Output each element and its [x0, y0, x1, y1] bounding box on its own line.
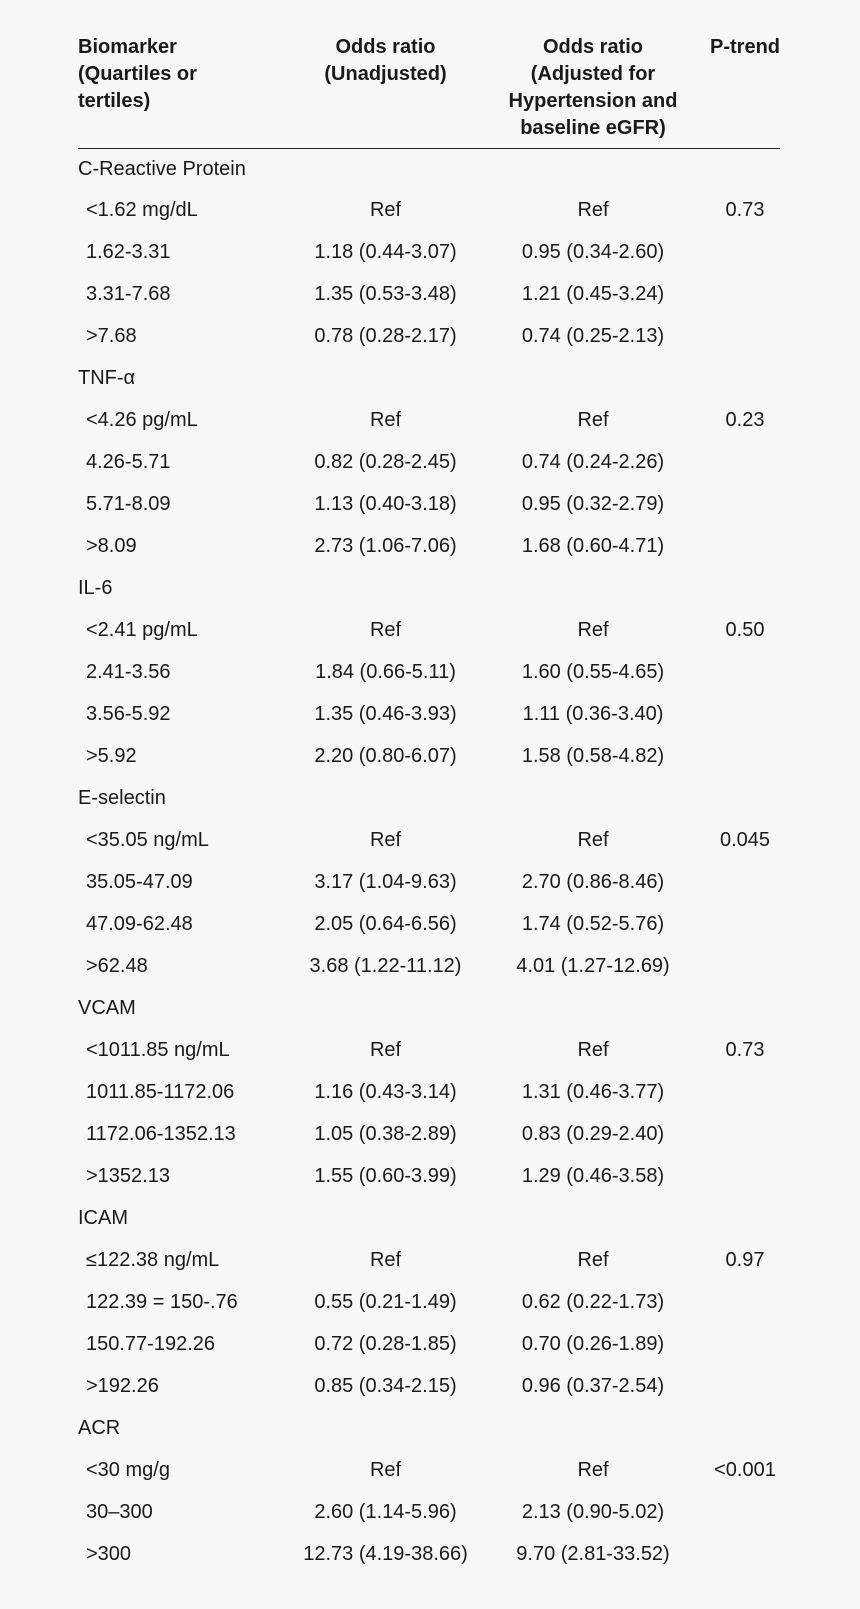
- cell-or-adjusted: Ref: [577, 828, 609, 851]
- cell-or-adjusted: 0.95 (0.32-2.79): [521, 492, 665, 515]
- cell-or-adjusted: 1.31 (0.46-3.77): [521, 1080, 665, 1103]
- cell-range: 4.26-5.71: [86, 450, 171, 473]
- cell-p-trend: 0.50: [725, 618, 765, 641]
- group-name: VCAM: [78, 996, 136, 1019]
- table-row: [78, 273, 780, 315]
- odds-ratio-table: [78, 34, 780, 1575]
- cell-range: >192.26: [86, 1374, 159, 1397]
- table-row: [78, 399, 780, 441]
- cell-range: >300: [86, 1542, 132, 1565]
- cell-or-adjusted: 2.13 (0.90-5.02): [521, 1500, 665, 1523]
- cell-p-trend: [698, 273, 780, 315]
- group-row: [78, 1197, 780, 1239]
- group-row: [78, 777, 780, 819]
- cell-or-unadjusted: 1.13 (0.40-3.18): [314, 492, 457, 515]
- cell-or-adjusted: Ref: [577, 618, 609, 641]
- cell-or-adjusted: 1.60 (0.55-4.65): [521, 660, 665, 683]
- cell-p-trend: [698, 525, 780, 567]
- header-p-trend-line: P-trend: [710, 36, 780, 58]
- table-row: [78, 189, 780, 231]
- cell-or-adjusted: 4.01 (1.27-12.69): [516, 954, 670, 977]
- cell-or-unadjusted: 1.35 (0.46-3.93): [314, 702, 457, 725]
- group-name: C-Reactive Protein: [78, 157, 246, 180]
- table-row: [78, 1323, 780, 1365]
- group-name: ICAM: [78, 1206, 128, 1229]
- cell-or-unadjusted: 1.18 (0.44-3.07): [314, 240, 457, 263]
- cell-or-unadjusted: 1.05 (0.38-2.89): [314, 1122, 457, 1145]
- table-row: [78, 441, 780, 483]
- cell-range: >8.09: [86, 534, 137, 557]
- cell-p-trend: [698, 483, 780, 525]
- header-or-adjusted: [488, 34, 698, 149]
- cell-or-unadjusted: 2.73 (1.06-7.06): [314, 534, 457, 557]
- cell-p-trend: 0.73: [725, 198, 765, 221]
- table-row: [78, 1029, 780, 1071]
- cell-or-unadjusted: Ref: [369, 1458, 402, 1481]
- cell-or-unadjusted: 1.16 (0.43-3.14): [314, 1080, 457, 1103]
- cell-p-trend: 0.045: [719, 828, 771, 851]
- cell-p-trend: [698, 1365, 780, 1407]
- cell-p-trend: [698, 1323, 780, 1365]
- cell-p-trend: [698, 945, 780, 987]
- cell-or-unadjusted: Ref: [369, 408, 402, 431]
- table-row: [78, 1155, 780, 1197]
- cell-range: 1.62-3.31: [86, 240, 171, 263]
- table-row: [78, 1281, 780, 1323]
- group-name: TNF-α: [78, 366, 136, 389]
- cell-p-trend: [698, 861, 780, 903]
- cell-p-trend: <0.001: [714, 1458, 776, 1481]
- group-row: [78, 567, 780, 609]
- group-row: [78, 357, 780, 399]
- cell-or-unadjusted: Ref: [369, 198, 402, 221]
- cell-range: 35.05-47.09: [86, 870, 193, 893]
- cell-p-trend: [698, 693, 780, 735]
- cell-range: >62.48: [86, 954, 148, 977]
- cell-range: >1352.13: [86, 1164, 170, 1187]
- cell-or-adjusted: Ref: [577, 198, 609, 221]
- header-or-adjusted-line: (Adjusted for: [530, 63, 656, 85]
- cell-or-adjusted: 1.68 (0.60-4.71): [521, 534, 665, 557]
- cell-or-adjusted: 0.62 (0.22-1.73): [521, 1290, 665, 1313]
- cell-p-trend: [698, 1155, 780, 1197]
- header-biomarker-line: (Quartiles or: [78, 63, 197, 85]
- cell-or-unadjusted: 3.17 (1.04-9.63): [314, 870, 457, 893]
- cell-range: 3.56-5.92: [86, 702, 171, 725]
- group-row: [78, 1407, 780, 1449]
- cell-p-trend: [698, 651, 780, 693]
- cell-or-adjusted: Ref: [577, 1248, 609, 1271]
- cell-or-unadjusted: Ref: [369, 1248, 402, 1271]
- cell-or-unadjusted: 0.82 (0.28-2.45): [314, 450, 457, 473]
- cell-p-trend: [698, 231, 780, 273]
- table-row: [78, 903, 780, 945]
- header-or-unadjusted: [283, 34, 488, 149]
- header-or-unadjusted-line: Odds ratio: [335, 36, 436, 58]
- header-or-adjusted-line: Odds ratio: [542, 36, 643, 58]
- table-row: [78, 651, 780, 693]
- cell-or-adjusted: Ref: [577, 1458, 609, 1481]
- cell-or-adjusted: 1.11 (0.36-3.40): [522, 702, 664, 725]
- cell-range: <2.41 pg/mL: [86, 618, 198, 641]
- cell-or-unadjusted: 2.60 (1.14-5.96): [314, 1500, 457, 1523]
- table-row: [78, 1071, 780, 1113]
- cell-or-adjusted: 0.74 (0.25-2.13): [521, 324, 665, 347]
- cell-range: 30–300: [86, 1500, 153, 1523]
- cell-or-adjusted: Ref: [577, 408, 609, 431]
- cell-range: 150.77-192.26: [86, 1332, 216, 1355]
- cell-or-adjusted: 1.21 (0.45-3.24): [521, 282, 665, 305]
- cell-range: 1172.06-1352.13: [86, 1122, 236, 1145]
- cell-or-adjusted: 0.70 (0.26-1.89): [521, 1332, 665, 1355]
- table-row: [78, 483, 780, 525]
- cell-p-trend: [698, 1071, 780, 1113]
- header-biomarker-line: tertiles): [78, 90, 151, 112]
- table-row: [78, 861, 780, 903]
- cell-p-trend: [698, 735, 780, 777]
- group-name: IL-6: [78, 576, 113, 599]
- cell-range: >7.68: [86, 324, 137, 347]
- cell-or-adjusted: 2.70 (0.86-8.46): [521, 870, 665, 893]
- cell-or-adjusted: 1.74 (0.52-5.76): [521, 912, 665, 935]
- table-row: [78, 315, 780, 357]
- cell-or-unadjusted: Ref: [369, 828, 402, 851]
- cell-range: <30 mg/g: [86, 1458, 170, 1481]
- cell-p-trend: 0.97: [725, 1248, 765, 1271]
- cell-range: 122.39 = 150-.76: [86, 1290, 238, 1313]
- cell-or-unadjusted: 2.05 (0.64-6.56): [314, 912, 457, 935]
- header-biomarker: [78, 34, 283, 149]
- cell-p-trend: [698, 441, 780, 483]
- group-name: E-selectin: [78, 786, 166, 809]
- cell-or-unadjusted: 0.72 (0.28-1.85): [314, 1332, 457, 1355]
- cell-range: 1011.85-1172.06: [86, 1080, 235, 1103]
- cell-or-unadjusted: 3.68 (1.22-11.12): [309, 954, 462, 977]
- cell-p-trend: [698, 1281, 780, 1323]
- cell-or-unadjusted: 1.84 (0.66-5.11): [315, 660, 456, 683]
- table-row: [78, 525, 780, 567]
- table-row: [78, 1365, 780, 1407]
- cell-p-trend: 0.73: [725, 1038, 765, 1061]
- table-header-row: [78, 34, 780, 149]
- cell-range: <1011.85 ng/mL: [86, 1038, 230, 1061]
- table-row: [78, 945, 780, 987]
- group-name: ACR: [78, 1416, 121, 1439]
- cell-or-adjusted: 0.95 (0.34-2.60): [521, 240, 665, 263]
- cell-or-unadjusted: 1.35 (0.53-3.48): [314, 282, 457, 305]
- cell-range: >5.92: [86, 744, 137, 767]
- cell-or-adjusted: 1.58 (0.58-4.82): [521, 744, 665, 767]
- cell-range: ≤122.38 ng/mL: [86, 1248, 220, 1271]
- header-p-trend: [698, 34, 780, 149]
- table-row: [78, 1449, 780, 1491]
- table-body: [78, 149, 780, 1576]
- cell-or-unadjusted: 1.55 (0.60-3.99): [314, 1164, 457, 1187]
- cell-or-adjusted: Ref: [577, 1038, 609, 1061]
- cell-p-trend: [698, 1533, 780, 1575]
- cell-or-adjusted: 1.29 (0.46-3.58): [521, 1164, 665, 1187]
- table-row: [78, 735, 780, 777]
- table-row: [78, 609, 780, 651]
- table-row: [78, 819, 780, 861]
- cell-range: 47.09-62.48: [86, 912, 193, 935]
- cell-or-unadjusted: 12.73 (4.19-38.66): [303, 1542, 468, 1565]
- header-or-adjusted-line: Hypertension and: [508, 90, 678, 112]
- cell-range: <4.26 pg/mL: [86, 408, 198, 431]
- table-row: [78, 693, 780, 735]
- cell-range: 2.41-3.56: [86, 660, 171, 683]
- cell-or-unadjusted: Ref: [369, 618, 402, 641]
- cell-range: <1.62 mg/dL: [86, 198, 198, 221]
- group-row: [78, 987, 780, 1029]
- cell-or-unadjusted: 0.55 (0.21-1.49): [314, 1290, 457, 1313]
- cell-or-adjusted: 0.74 (0.24-2.26): [521, 450, 665, 473]
- cell-range: 5.71-8.09: [86, 492, 171, 515]
- cell-range: <35.05 ng/mL: [86, 828, 209, 851]
- cell-p-trend: [698, 1491, 780, 1533]
- header-or-adjusted-line: baseline eGFR): [520, 117, 666, 139]
- cell-p-trend: [698, 903, 780, 945]
- cell-p-trend: [698, 315, 780, 357]
- cell-or-adjusted: 0.96 (0.37-2.54): [521, 1374, 665, 1397]
- cell-p-trend: 0.23: [725, 408, 765, 431]
- odds-ratio-table-container: [78, 34, 780, 1575]
- cell-or-unadjusted: 0.78 (0.28-2.17): [314, 324, 457, 347]
- cell-or-unadjusted: 0.85 (0.34-2.15): [314, 1374, 457, 1397]
- table-row: [78, 1239, 780, 1281]
- header-or-unadjusted-line: (Unadjusted): [324, 63, 447, 85]
- table-row: [78, 1533, 780, 1575]
- table-row: [78, 1113, 780, 1155]
- header-biomarker-line: Biomarker: [78, 36, 177, 58]
- cell-range: 3.31-7.68: [86, 282, 171, 305]
- cell-or-adjusted: 9.70 (2.81-33.52): [516, 1542, 670, 1565]
- group-row: [78, 149, 780, 190]
- cell-p-trend: [698, 1113, 780, 1155]
- table-row: [78, 1491, 780, 1533]
- cell-or-adjusted: 0.83 (0.29-2.40): [521, 1122, 665, 1145]
- table-row: [78, 231, 780, 273]
- cell-or-unadjusted: 2.20 (0.80-6.07): [314, 744, 457, 767]
- cell-or-unadjusted: Ref: [369, 1038, 402, 1061]
